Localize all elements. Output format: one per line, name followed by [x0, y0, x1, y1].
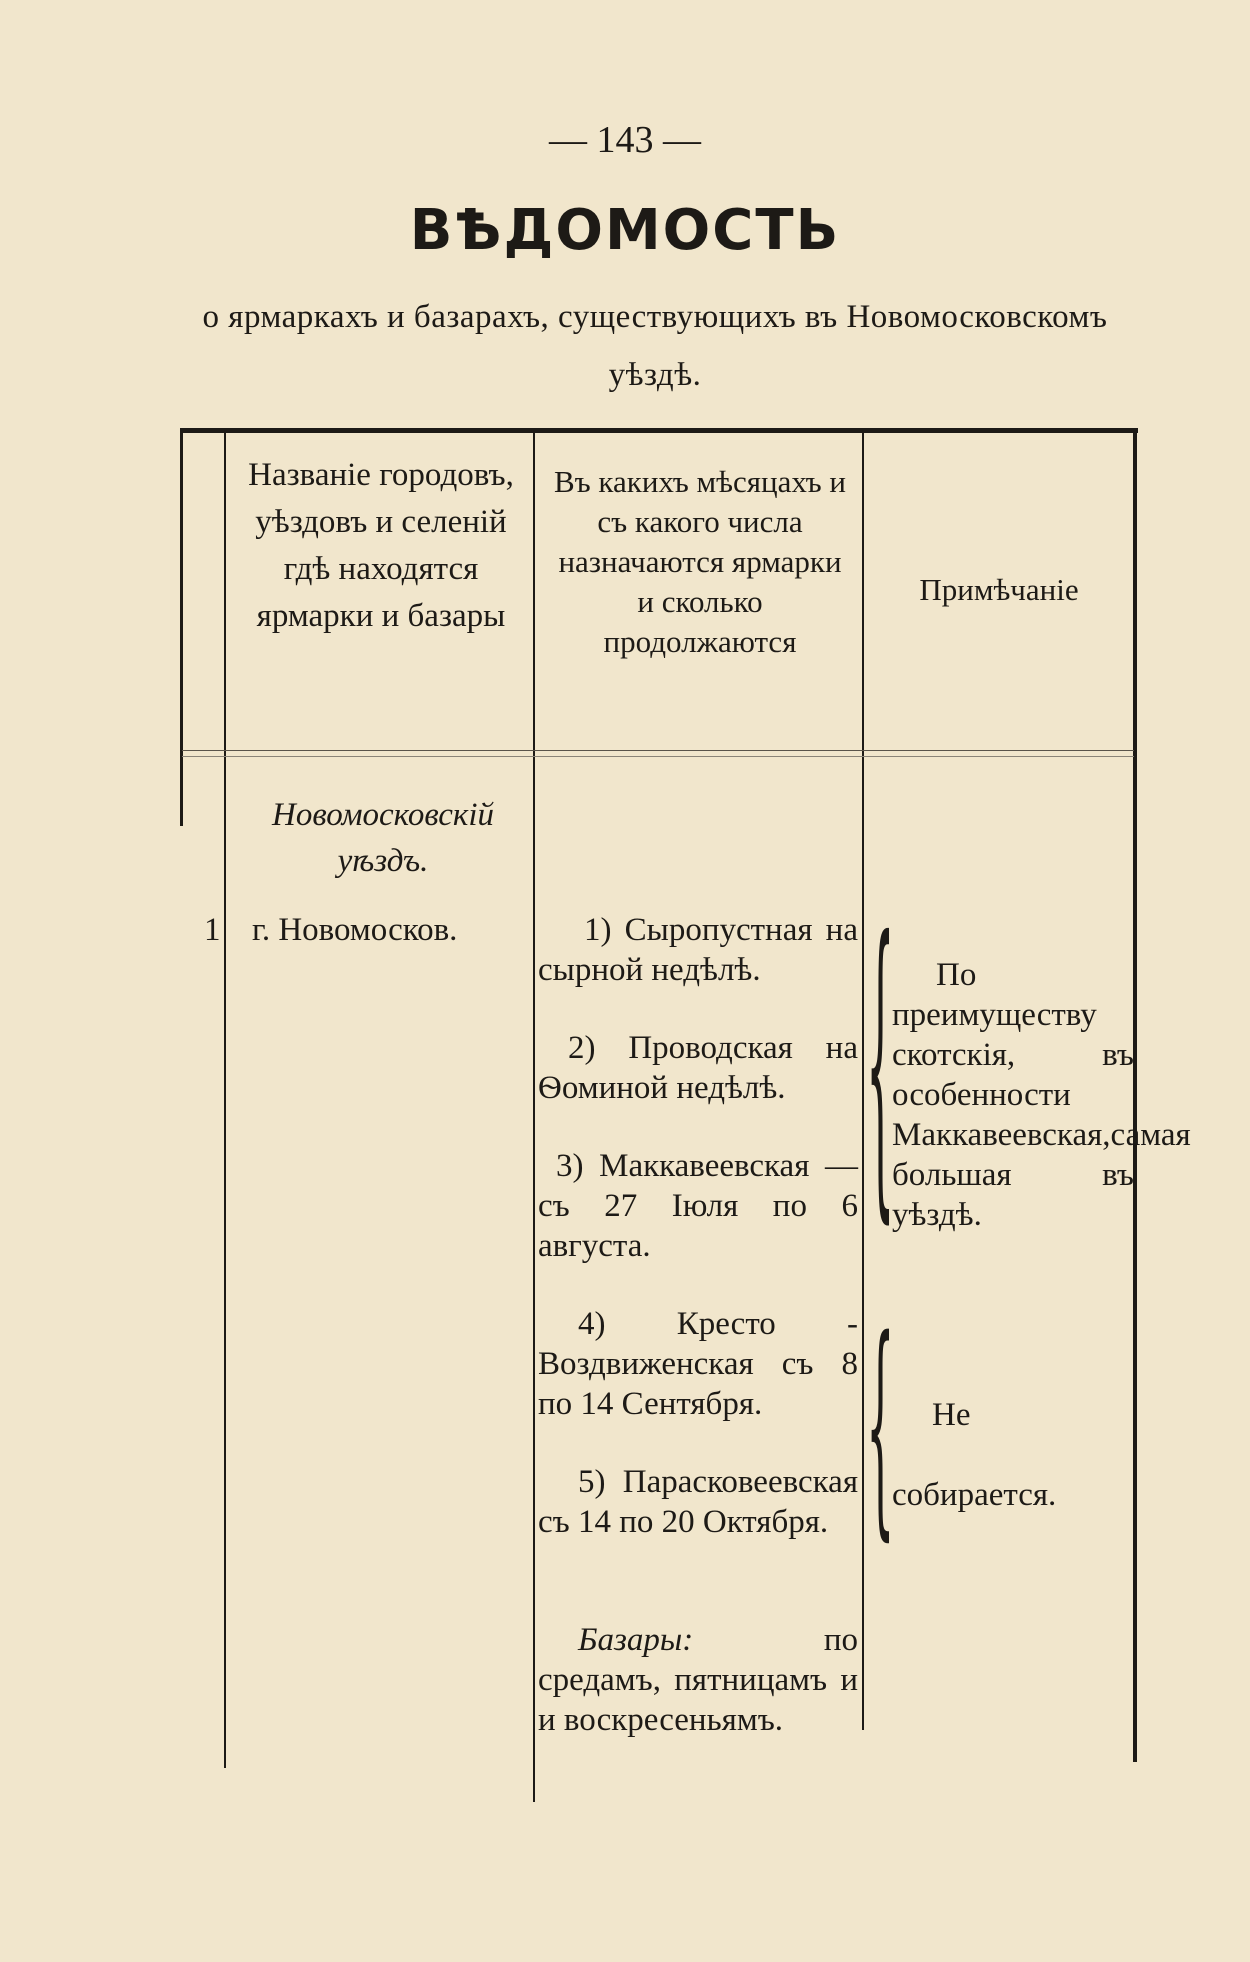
note-not-held: Не собирается.	[892, 1397, 1057, 1513]
district-heading: Новомосковскій уѣздъ.	[272, 797, 494, 879]
fair-item: 5) Парасковеевская съ 14 по 20 Октября.	[538, 1464, 858, 1540]
fair-item: 1) Сыропустная на сырной недѣлѣ.	[538, 912, 858, 988]
note-brace-1: {	[866, 876, 895, 1251]
note-brace-2: {	[866, 1291, 895, 1562]
page-number: — 143 —	[549, 119, 701, 161]
header-col-dates: Въ какихъ мѣсяцахъ и съ какого числа назначаются ярмарки и сколько продолжаются	[553, 464, 847, 659]
row-number: 1	[204, 912, 221, 948]
row-place: г. Новомосков.	[252, 912, 458, 948]
table-left-border	[180, 430, 183, 826]
fair-item: 2) Проводская на Ѳоминой недѣлѣ.	[538, 1030, 858, 1106]
header-bottom-rule	[182, 750, 1134, 751]
column-divider-1	[224, 430, 226, 1768]
fair-item: 4) Кресто - Воздвиженская съ 8 по 14 Сентября.	[538, 1306, 858, 1422]
column-divider-3	[862, 430, 864, 1730]
header-col-places: Названіе городовъ, уѣздовъ и селеній гдѣ находятся ярмарки и базары	[248, 457, 514, 634]
document-title: ВѢДОМОСТЬ	[409, 198, 841, 263]
table-top-rule	[180, 428, 1138, 433]
fair-item: 3) Маккавеевская —съ 27 Іюля по 6 августа.	[538, 1148, 858, 1264]
bazaar-text: по средамъ, пятницамъ и и воскресеньямъ.	[538, 1622, 858, 1738]
column-divider-2	[533, 430, 535, 1802]
header-col-notes: Примѣчаніе	[919, 572, 1079, 607]
note-cattle-fairs: По преимуществу скотскія, въ особенности Маккавеевская,самая большая въ уѣздѣ.	[892, 957, 1191, 1233]
bazaar-schedule	[538, 1620, 858, 1740]
header-bottom-rule-2	[182, 756, 1134, 757]
bazaar-label: Базары:	[578, 1622, 694, 1658]
document-subtitle: о ярмаркахъ и базарахъ, существующихъ въ Новомосковскомъ уѣздѣ.	[202, 299, 1108, 393]
